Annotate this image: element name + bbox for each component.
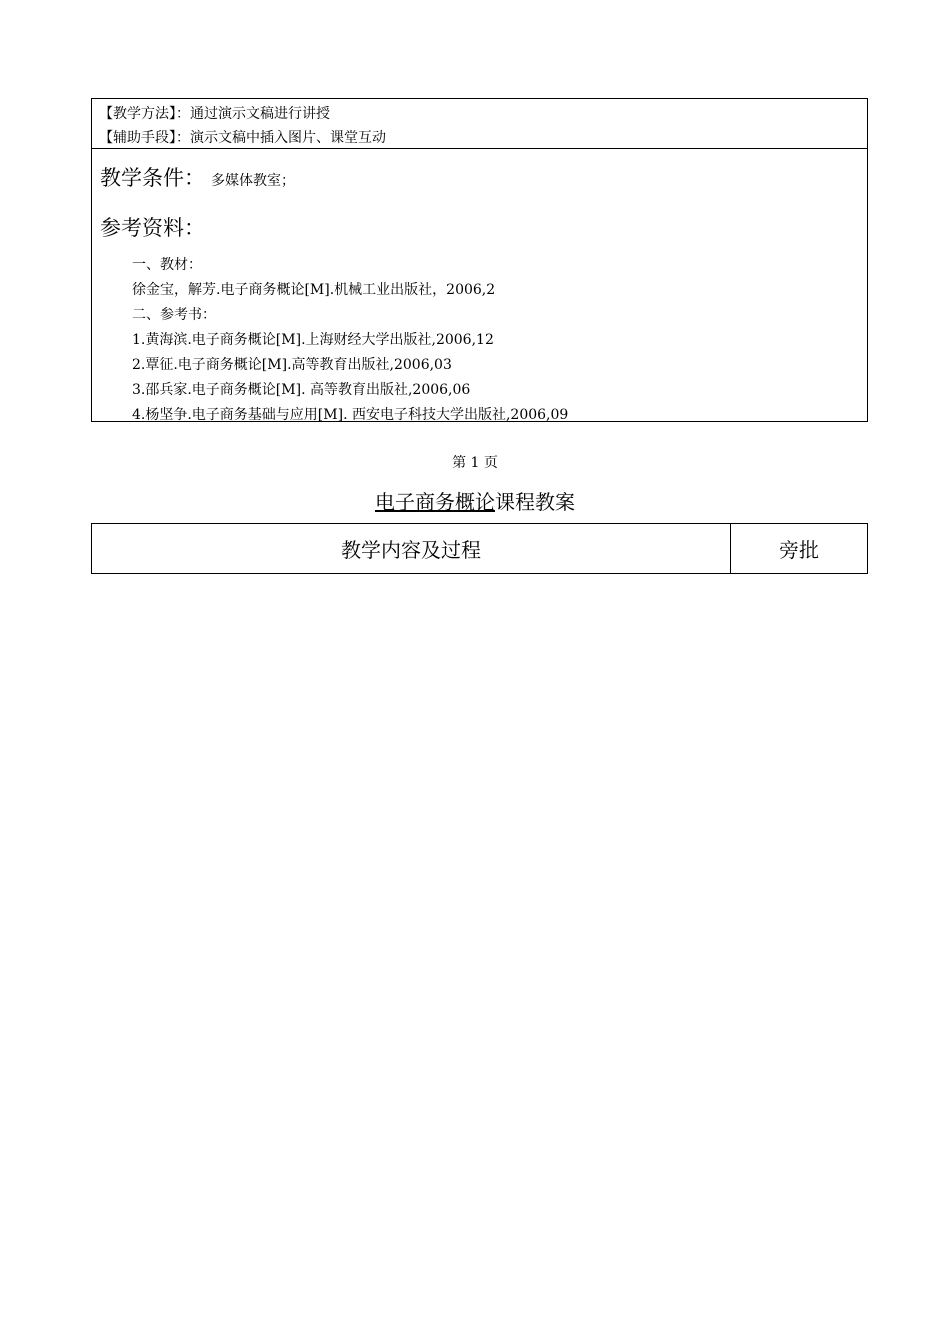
page-number: 第 1 页	[452, 455, 498, 471]
teaching-method: 【教学方法】：通过演示文稿进行讲授	[99, 106, 330, 122]
reference-item: 3.邵兵家.电子商务概论[M]. 高等教育出版社,2006,06	[132, 382, 471, 398]
course-name: 电子商务概论	[375, 490, 495, 514]
teaching-conditions	[100, 162, 295, 192]
conditions-value: 多媒体教室；	[211, 173, 295, 189]
note-column-header: 旁批	[779, 538, 819, 562]
references-list	[132, 253, 568, 428]
reference-item: 4.杨坚争.电子商务基础与应用[M]. 西安电子科技大学出版社,2006,09	[132, 407, 569, 423]
reference-item: 二、参考书：	[132, 307, 216, 323]
course-suffix: 课程教案	[495, 490, 575, 514]
references-label: 参考资料：	[100, 216, 205, 240]
reference-item: 徐金宝，解芳.电子商务概论[M].机械工业出版社，2006,2	[132, 282, 496, 298]
teaching-aid: 【辅助手段】：演示文稿中插入图片、课堂互动	[99, 130, 386, 146]
reference-item: 1.黄海滨.电子商务概论[M].上海财经大学出版社,2006,12	[132, 332, 494, 348]
references-heading	[100, 212, 205, 242]
conditions-label: 教学条件：	[100, 166, 205, 190]
reference-item: 一、教材：	[132, 257, 202, 273]
methods-section	[92, 99, 867, 149]
content-column-header: 教学内容及过程	[92, 524, 731, 573]
lesson-table-header	[91, 523, 868, 574]
course-title	[0, 486, 950, 515]
reference-item: 2.覃征.电子商务概论[M].高等教育出版社,2006,03	[132, 357, 452, 373]
